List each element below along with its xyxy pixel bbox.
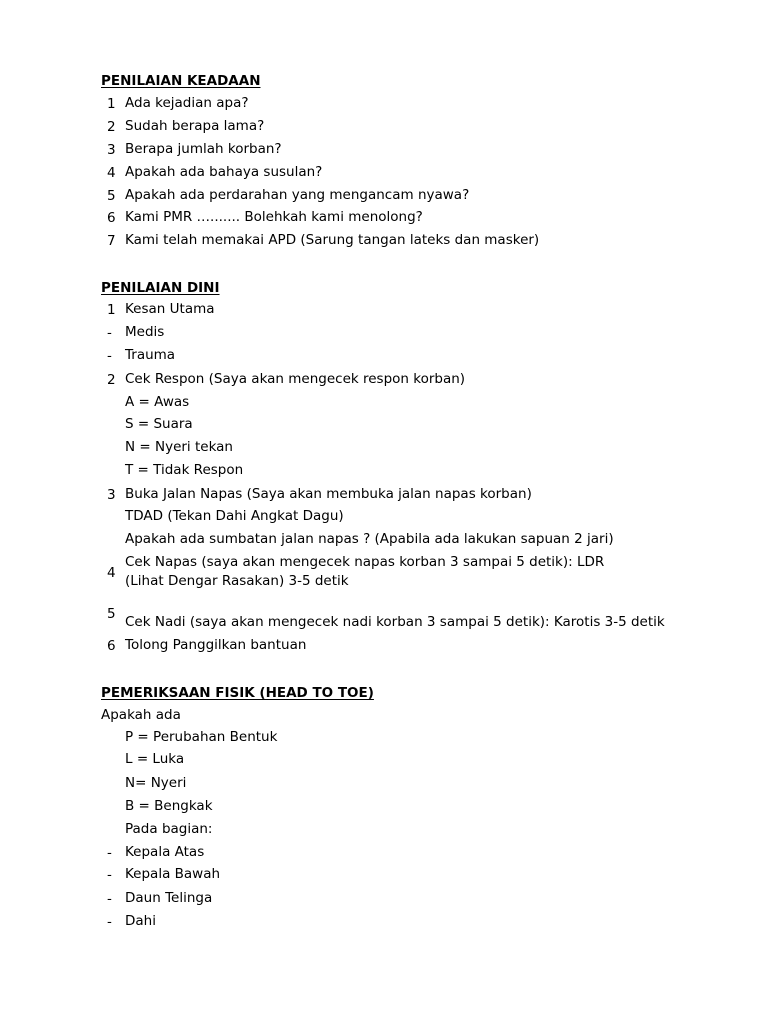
list-marker: 3 [107, 142, 116, 158]
list-marker: - [107, 867, 112, 883]
list-item-text: Kesan Utama [125, 301, 215, 317]
list-item-text: Cek Napas (saya akan mengecek napas korban 3 sampai 5 detik): LDR (Lihat Dengar Rasakan) 3-5 detik [125, 554, 605, 589]
list-marker: 5 [107, 188, 116, 204]
section-heading-pemeriksaan-fisik: PEMERIKSAAN FISIK (HEAD TO TOE) [101, 685, 374, 701]
list-item-text: Kepala Bawah [125, 866, 221, 882]
list-item-text: Medis [125, 324, 165, 340]
list-item [101, 553, 661, 593]
list-marker: - [107, 348, 112, 364]
list-item-text: Daun Telinga [125, 890, 213, 906]
list-item-text: Buka Jalan Napas (Saya akan membuka jalan napas korban) [125, 486, 532, 502]
list-item-text: Pada bagian: [125, 821, 213, 837]
list-marker: 5 [107, 606, 116, 622]
section-heading-penilaian-dini: PENILAIAN DINI [101, 280, 220, 296]
list-item-text: Tolong Panggilkan bantuan [125, 637, 307, 653]
list-marker: 6 [107, 638, 116, 654]
list-marker: 4 [107, 165, 116, 181]
list-marker: 1 [107, 96, 116, 112]
list-marker: 2 [107, 119, 116, 135]
list-item-text: P = Perubahan Bentuk [125, 729, 278, 745]
list-item-text: Apakah ada sumbatan jalan napas ? (Apabila ada lakukan sapuan 2 jari) [125, 531, 614, 547]
list-item-text: Apakah ada bahaya susulan? [125, 164, 323, 180]
list-marker: 3 [107, 487, 116, 503]
list-item-text: S = Suara [125, 416, 193, 432]
list-marker: 7 [107, 233, 116, 249]
list-item-text: Cek Nadi (saya akan mengecek nadi korban 3 sampai 5 detik): Karotis 3-5 detik [125, 614, 665, 630]
section-heading-penilaian-keadaan: PENILAIAN KEADAAN [101, 73, 261, 89]
list-item-text: L = Luka [125, 751, 185, 767]
list-item-text: Kami PMR …....... Bolehkah kami menolong? [125, 209, 423, 225]
list-item-text: Cek Respon (Saya akan mengecek respon korban) [125, 371, 466, 387]
list-marker: - [107, 325, 112, 341]
list-item-text: N= Nyeri [125, 775, 187, 791]
list-item-text: Sudah berapa lama? [125, 118, 265, 134]
list-item-text: Trauma [125, 347, 176, 363]
list-item-text: Ada kejadian apa? [125, 95, 249, 111]
list-marker: - [107, 845, 112, 861]
list-item [101, 604, 665, 634]
list-item-text: TDAD (Tekan Dahi Angkat Dagu) [125, 508, 344, 524]
list-item-text: T = Tidak Respon [125, 462, 244, 478]
list-item-text: N = Nyeri tekan [125, 439, 233, 455]
section-intro: Apakah ada [101, 707, 181, 723]
list-item-text: Apakah ada perdarahan yang mengancam nyawa? [125, 187, 470, 203]
list-marker: 4 [107, 565, 116, 581]
list-item-text: Berapa jumlah korban? [125, 141, 282, 157]
list-item-text: B = Bengkak [125, 798, 213, 814]
list-marker: 1 [107, 302, 116, 318]
list-item-text: A = Awas [125, 394, 190, 410]
list-marker: 2 [107, 372, 116, 388]
list-marker: - [107, 891, 112, 907]
list-item-text: Kami telah memakai APD (Sarung tangan lateks dan masker) [125, 232, 540, 248]
list-marker: - [107, 914, 112, 930]
list-marker: 6 [107, 210, 116, 226]
list-item-text: Kepala Atas [125, 844, 205, 860]
list-item-text: Dahi [125, 913, 156, 929]
